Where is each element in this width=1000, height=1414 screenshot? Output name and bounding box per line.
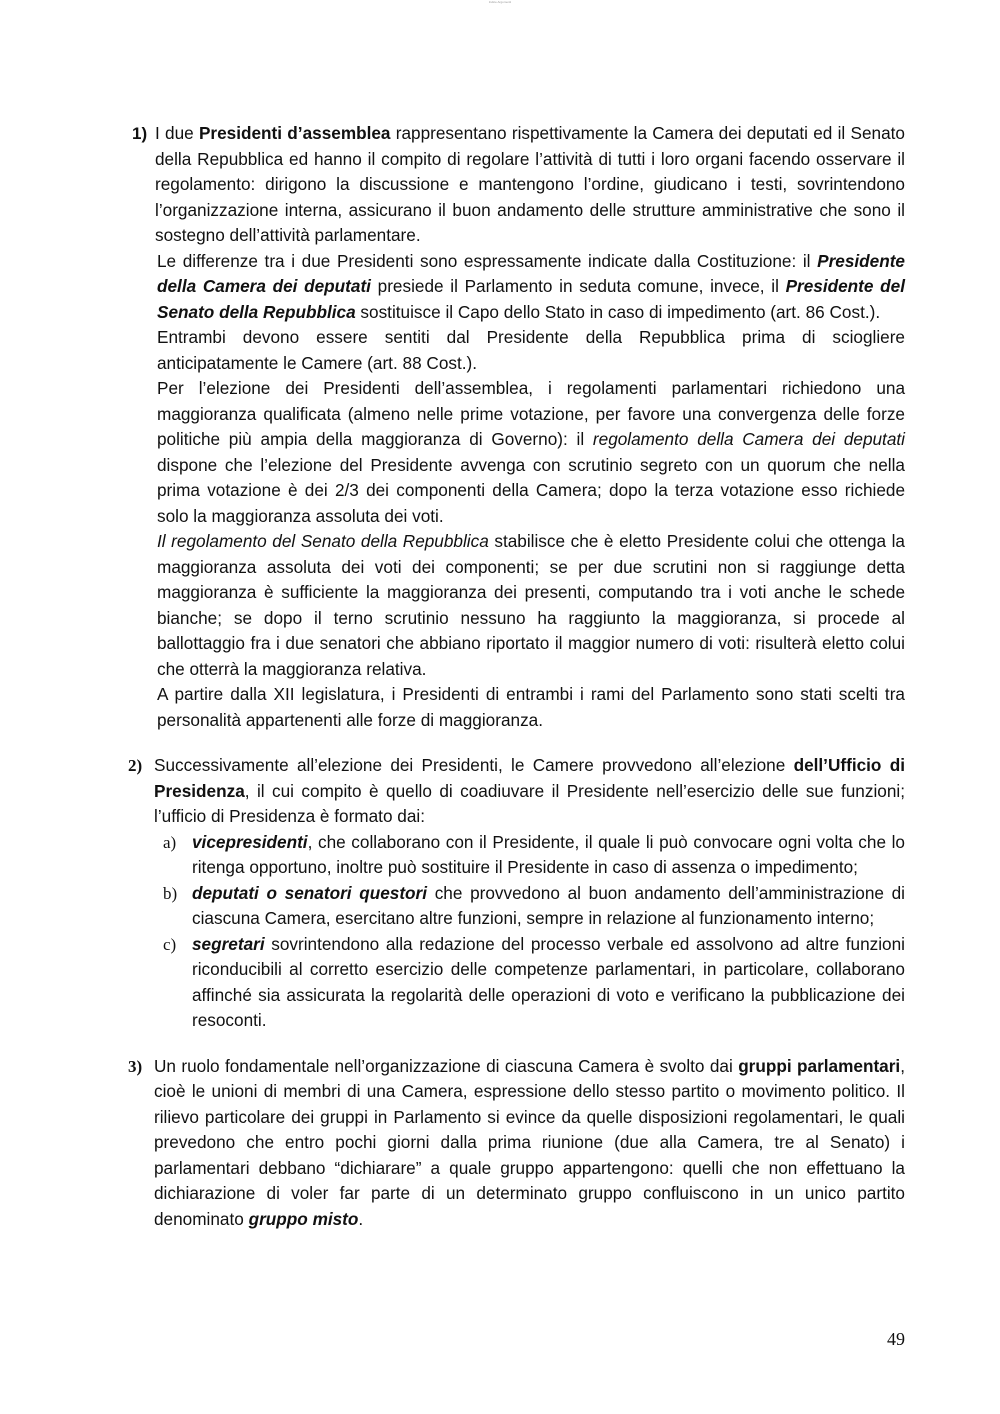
list-item-1 — [128, 121, 905, 733]
sub-item-c — [154, 932, 905, 1034]
spacer — [128, 733, 905, 753]
text-run: presiede il Parlamento in seduta comune, invece, il — [370, 276, 786, 296]
text-run: sovrintendono alla redazione del processo verbale ed assolvono ad altre funzioni riconducibili al corretto esercizio delle competenze parlamentari, in particolare, collaborano affinché sia assicurata la regolarità delle operazioni di voto e verificano la pubblicazione dei resoconti. — [192, 933, 905, 1030]
page-header-mark: Indice Argomenti — [488, 0, 512, 4]
bold-italic-term: vicepresidenti — [192, 831, 308, 852]
italic-term: Il regolamento del Senato della Repubblica — [157, 531, 489, 551]
text-run: stabilisce che è eletto Presidente colui che ottenga la maggioranza assoluta dei voti dei componenti; se per due scrutini non si raggiunge detta maggioranza è sufficiente la maggioranza dei presenti, computando tra i voti anche le schede bianche; se dopo il terno scrutinio nessuno ha raggiunto la maggioranza, si procede al ballottaggio fra i due senatori che abbiano riportato il maggior numero di voti: risulterà eletto colui che otterrà la maggioranza relativa. — [157, 531, 905, 679]
spacer — [128, 1034, 905, 1054]
sub-item-letter: c) — [163, 934, 177, 954]
text-run: , cioè le unioni di membri di una Camera, espressione dello stesso partito o movimento politico. Il rilievo particolare dei gruppi in Parlamento si evince da quelle disposizioni regolamentari, le quali prevedono che entro pochi giorni dalla prima riunione (due alla Camera, tre al Senato) i parlamentari debbano “dichiarare” a quale gruppo appartengono: quelli che non effettuano la dichiarazione di voler far parte di un determinato gruppo confluiscono in un unico partito denominato — [154, 1055, 905, 1229]
bold-italic-term: Presidente del Senato della Repubblica — [157, 276, 905, 322]
list-number: 1) — [132, 124, 148, 143]
bold-term: Presidenti d’assemblea — [198, 123, 391, 143]
text-run: Un ruolo fondamentale nell’organizzazione di ciascuna Camera è svolto dai — [154, 1055, 739, 1076]
paragraph-differences — [155, 249, 905, 326]
text-run: che provvedono al buon andamento dell’amministrazione di ciascuna Camera, esercitano altre funzioni, sempre in relazione al funzionamento interno; — [192, 882, 905, 928]
sub-item-text — [192, 881, 905, 932]
page-number: 49 — [887, 1329, 905, 1349]
text-run: . — [358, 1208, 364, 1229]
italic-term: regolamento della Camera dei deputati — [592, 429, 905, 449]
text-run: dispone che l’elezione del Presidente avvenga con scrutinio segreto con un quorum che nella prima votazione è dei 2/3 dei componenti della Camera; dopo la terza votazione esso richiede solo la maggioranza assoluta dei voti. — [157, 454, 905, 526]
text-run: Per l’elezione dei Presidenti dell’assemblea, i regolamenti parlamentari richiedono una maggioranza qualificata (almeno nelle prime votazione, per favore una convergenza delle forze politiche più ampia della maggioranza di Governo): il — [157, 378, 905, 449]
paragraph-groups — [154, 1054, 905, 1233]
sub-item-b — [154, 881, 905, 932]
paragraph-presidents-intro — [155, 121, 905, 249]
list-item-2 — [128, 753, 905, 1034]
paragraph-senate — [155, 529, 905, 682]
paragraph-office-intro — [154, 753, 905, 830]
sub-item-letter: a) — [163, 832, 177, 852]
text-run: sostituisce il Capo dello Stato in caso di impedimento (art. 86 Cost.). — [355, 301, 881, 322]
bold-term: gruppi parlamentari — [738, 1055, 901, 1076]
document-body — [128, 121, 905, 1232]
text-run: , il cui compito è quello di coadiuvare il Presidente nell’esercizio delle sue funzioni; l’ufficio di Presidenza è formato dai: — [154, 780, 905, 826]
paragraph-election — [155, 376, 905, 529]
text-run: Le differenze tra i due Presidenti sono espressamente indicate dalla Costituzione: il — [157, 250, 818, 271]
sub-item-text — [192, 932, 905, 1034]
sub-item-a — [154, 830, 905, 881]
text-run: I due — [155, 123, 199, 143]
list-item-3 — [128, 1054, 905, 1233]
sub-item-text — [192, 830, 905, 881]
text-run: rappresentano rispettivamente la Camera dei deputati ed il Senato della Repubblica ed hanno il compito di regolare l’attività di tutti i loro organi facendo osservare il regolamento: dirigono la discussione e mantengono l’ordine, giudicano i testi, sovrintendono l’organizzazione interna, assicurano il buon andamento delle strutture amministrative che sono il sostegno dell’attività parlamentare. — [155, 123, 905, 245]
paragraph-both: Entrambi devono essere sentiti dal Presidente della Repubblica prima di sciogliere anticipatamente le Camere (art. 88 Cost.). — [157, 327, 905, 373]
bold-italic-term: Presidente della Camera dei deputati — [157, 250, 905, 296]
bold-italic-term: segretari — [192, 933, 265, 954]
bold-italic-term: deputati o senatori questori — [192, 882, 428, 903]
text-run: Successivamente all’elezione dei Presidenti, le Camere provvedono all’elezione — [154, 755, 794, 775]
paragraph-legislature: A partire dalla XII legislatura, i Presidenti di entrambi i rami del Parlamento sono stati scelti tra personalità appartenenti alle forze di maggioranza. — [157, 684, 905, 730]
sub-item-letter: b) — [163, 883, 178, 903]
bold-italic-term: gruppo misto — [248, 1208, 359, 1229]
bold-term: dell’Ufficio di Presidenza — [154, 755, 905, 801]
text-run: , che collaborano con il Presidente, il quale li può convocare ogni volta che lo ritenga opportuno, inoltre può sostituire il Presidente in caso di assenza o impedimento; — [192, 831, 905, 877]
list-number: 2) — [128, 756, 143, 775]
list-number: 3) — [128, 1056, 143, 1076]
